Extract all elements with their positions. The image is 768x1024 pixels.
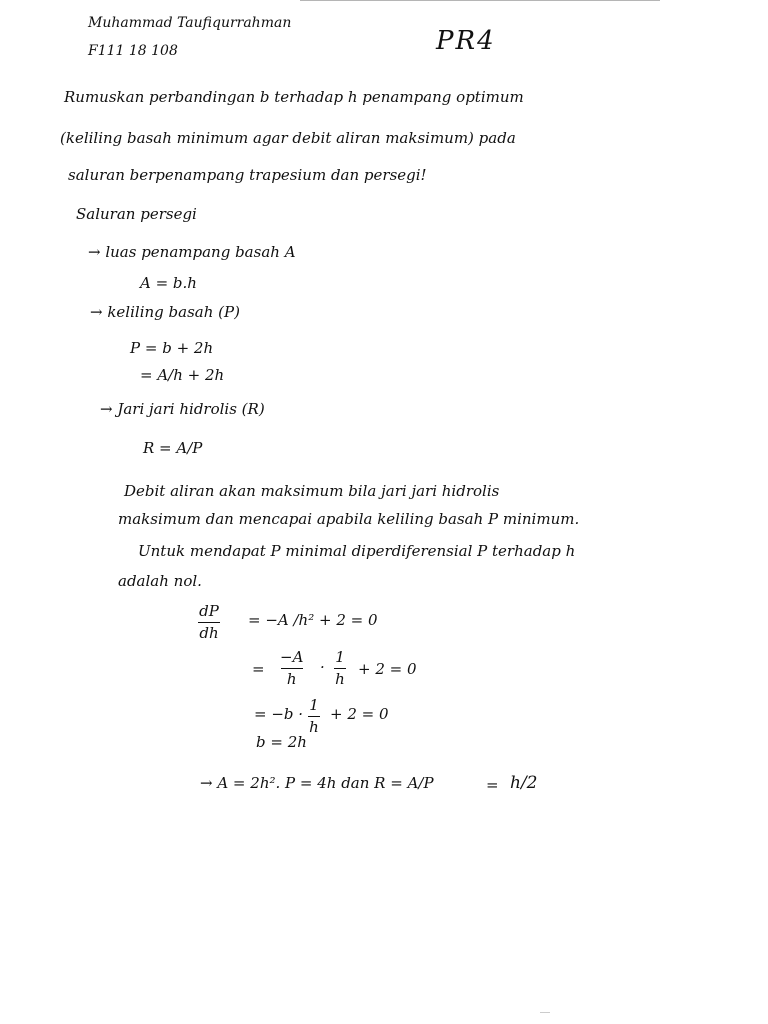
result-final: h/2 (510, 773, 538, 793)
derivation-step-2-eq: = (252, 660, 265, 678)
step-3-head: = −b · (254, 705, 304, 723)
radius-heading: → Jari jari hidrolis (R) (100, 400, 265, 418)
fraction-bar (334, 668, 346, 669)
problem-line-2: (keliling basah minimum agar debit aliran maksimum) pada (60, 129, 516, 147)
derivation-step-4: b = 2h (256, 733, 307, 751)
area-formula: A = b.h (140, 274, 197, 292)
assignment-code: PR4 (436, 26, 496, 56)
problem-line-1: Rumuskan perbandingan b terhadap h penampang optimum (64, 88, 524, 106)
derivative-fraction (198, 604, 220, 641)
explanation-line-3: Untuk mendapat P minimal diperdiferensial P terhadap h (138, 542, 576, 560)
derivative-denominator: dh (199, 624, 219, 643)
area-heading: → luas penampang basah A (88, 243, 296, 261)
step-3-numerator: 1 (309, 696, 319, 714)
step-2-dot: · (320, 658, 325, 676)
step-2-fraction-a (280, 650, 303, 687)
perimeter-formula-2: = A/h + 2h (140, 366, 225, 384)
explanation-line-2: maksimum dan mencapai apabila keliling basah P minimum. (118, 510, 580, 528)
radius-formula: R = A/P (143, 439, 203, 457)
step-2-numerator-b: 1 (335, 648, 345, 666)
perimeter-heading: → keliling basah (P) (90, 303, 240, 321)
derivative-numerator: dP (199, 602, 219, 620)
perimeter-formula: P = b + 2h (130, 339, 214, 357)
step-3-tail: + 2 = 0 (330, 705, 389, 723)
explanation-line-4: adalah nol. (118, 572, 202, 590)
step-3-denominator: h (309, 718, 319, 737)
student-id: F111 18 108 (88, 43, 178, 59)
result-line: → A = 2h². P = 4h dan R = A/P (200, 774, 434, 792)
fraction-bar (308, 716, 320, 717)
explanation-line-1: Debit aliran akan maksimum bila jari jari hidrolis (124, 482, 500, 500)
step-2-denominator-b: h (335, 670, 345, 689)
step-2-denominator-a: h (286, 670, 297, 689)
result-equals: = (486, 776, 499, 794)
bottom-mark (540, 1012, 550, 1013)
step-2-fraction-b (334, 650, 346, 687)
top-rule (300, 0, 660, 1)
step-3-fraction (308, 698, 320, 735)
step-2-numerator-a: −A (280, 648, 304, 666)
student-name: Muhammad Taufiqurrahman (88, 15, 292, 31)
problem-line-3: saluran berpenampang trapesium dan persegi! (68, 166, 427, 184)
section-title: Saluran persegi (76, 205, 197, 223)
fraction-bar (281, 668, 303, 669)
step-2-tail: + 2 = 0 (358, 660, 417, 678)
derivation-step-1: = −A /h² + 2 = 0 (248, 611, 378, 629)
fraction-bar (198, 622, 220, 623)
